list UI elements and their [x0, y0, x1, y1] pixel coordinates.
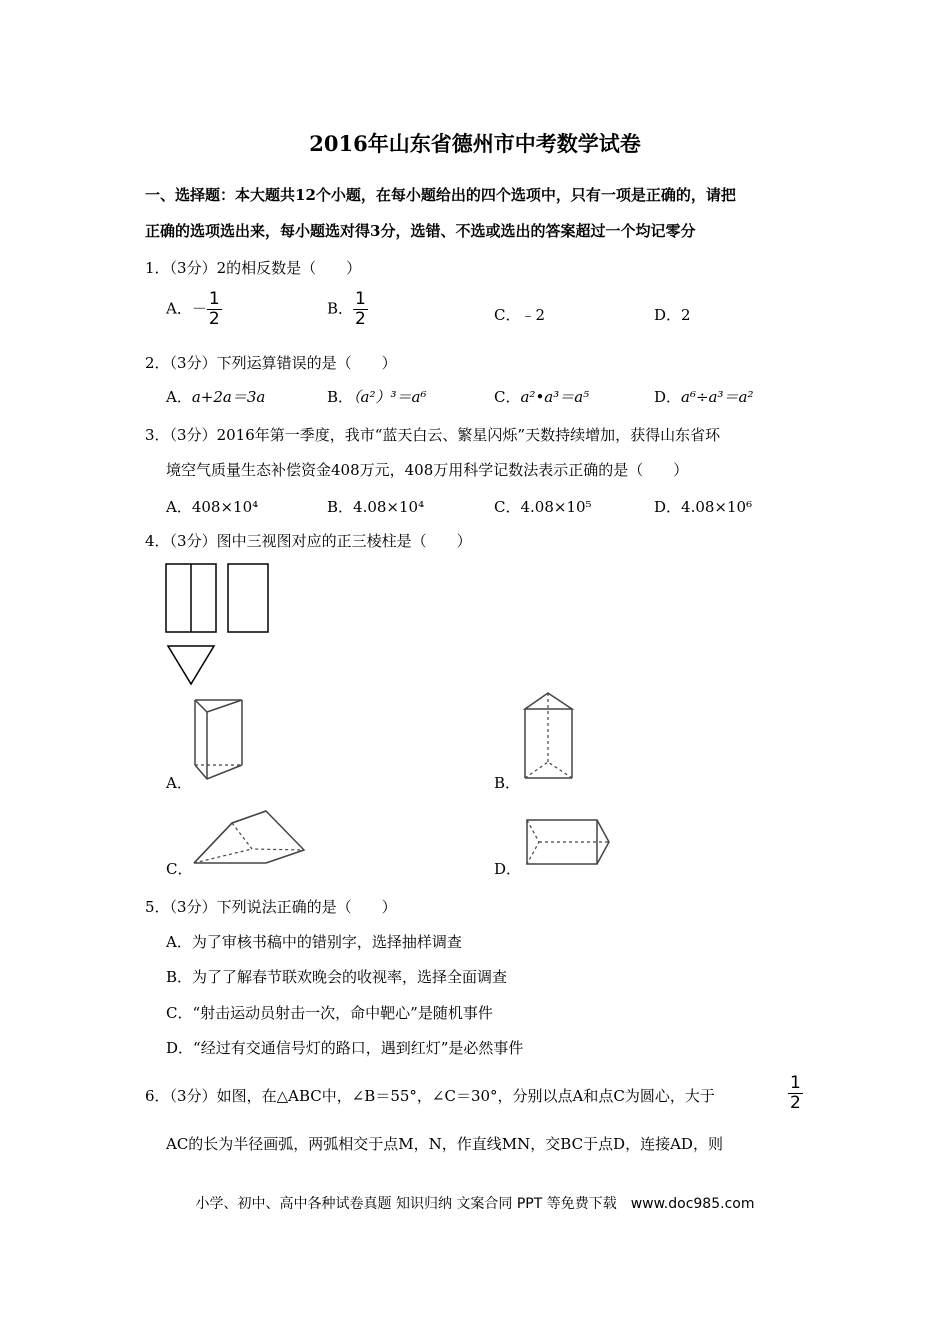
q6-stem-line2: AC的长为半径画弧，两弧相交于点M，N，作直线MN，交BC于点D，连接AD，则 [166, 1135, 723, 1153]
fraction-denominator: 2 [355, 309, 366, 329]
page-footer: 小学、初中、高中各种试卷真题 知识归纳 文案合同 PPT 等免费下载 www.doc985.com [195, 1196, 755, 1212]
fraction-numerator: 1 [208, 289, 220, 309]
three-view-figure [160, 560, 275, 690]
q2-option-b-expr: （a²）³＝a⁶ [353, 388, 427, 406]
q1-option-b [327, 290, 368, 329]
section-instructions-line2: 正确的选项选出来，每小题选对得3分，选错、不选或选出的答案超过一个均记零分 [145, 222, 696, 240]
top-view-triangle [168, 646, 214, 684]
prism-a-figure [190, 693, 250, 785]
q6-half-fraction [788, 1074, 803, 1113]
q3-option-a: A．408×10⁴ [166, 498, 259, 516]
fraction-denominator: 2 [790, 1093, 801, 1113]
q4-stem: 4．（3分）图中三视图对应的正三棱柱是（ ） [145, 532, 472, 550]
q1-option-b-label: B． [327, 299, 354, 318]
fraction-numerator: 1 [355, 289, 366, 309]
q5-option-d: D．“经过有交通信号灯的路口，遇到红灯”是必然事件 [166, 1039, 524, 1057]
page-title: 2016年山东省德州市中考数学试卷 [309, 131, 641, 156]
q2-option-c-expr: a²•a³＝a⁵ [520, 388, 590, 406]
q2-option-d-label: D． [654, 388, 682, 406]
q3-stem-line1: 3．（3分）2016年第一季度，我市“蓝天白云、繁星闪烁”天数持续增加，获得山东省环 [145, 426, 721, 444]
q2-option-a-expr: a+2a＝3a [191, 388, 266, 406]
side-view-rect [228, 564, 268, 632]
q1-option-a-sign: － [191, 299, 207, 318]
q6-stem-line1: 6．（3分）如图，在△ABC中，∠B＝55°，∠C＝30°，分别以点A和点C为圆心，大于 [145, 1087, 715, 1105]
q1-stem: 1．（3分）2的相反数是（ ） [145, 259, 362, 277]
q2-option-a-label: A． [166, 388, 192, 406]
fraction-numerator: 1 [790, 1073, 801, 1093]
q4-option-b-label: B． [494, 774, 521, 792]
q1-option-a-fraction [207, 290, 222, 329]
q3-option-b: B．4.08×10⁴ [327, 498, 425, 516]
prism-d-figure [523, 815, 613, 870]
q3-stem-line2: 境空气质量生态补偿资金408万元，408万用科学记数法表示正确的是（ ） [166, 461, 689, 479]
q5-option-a: A．为了审核书稿中的错别字，选择抽样调查 [166, 933, 462, 951]
prism-b-figure [520, 688, 580, 784]
q2-option-d [654, 386, 753, 407]
q6-fraction [788, 1074, 803, 1113]
q4-option-a-label: A． [166, 774, 192, 792]
prism-c-figure [190, 805, 310, 875]
q1-option-c: C．﹣2 [494, 306, 546, 324]
q4-option-c-label: C． [166, 860, 193, 878]
q1-option-d: D．2 [654, 306, 691, 324]
q5-stem: 5．（3分）下列说法正确的是（ ） [145, 898, 397, 916]
q2-option-b-label: B． [327, 388, 354, 406]
section-instructions-line1: 一、选择题：本大题共12个小题，在每小题给出的四个选项中，只有一项是正确的，请把 [145, 186, 736, 204]
q2-option-d-expr: a⁶÷a³＝a² [681, 388, 754, 406]
q2-stem: 2．（3分）下列运算错误的是（ ） [145, 354, 397, 372]
q2-option-c-label: C． [494, 388, 521, 406]
q1-option-a-label: A． [166, 299, 192, 318]
q2-option-a [166, 386, 265, 407]
q4-option-d-label: D． [494, 860, 522, 878]
q2-option-b [327, 386, 426, 407]
q1-option-b-fraction [353, 290, 368, 329]
q2-option-c [494, 386, 589, 407]
fraction-denominator: 2 [208, 309, 220, 329]
q1-option-a [166, 290, 222, 329]
q3-option-c: C．4.08×10⁵ [494, 498, 592, 516]
q5-option-b: B．为了了解春节联欢晚会的收视率，选择全面调查 [166, 968, 508, 986]
q5-option-c: C．“射击运动员射击一次，命中靶心”是随机事件 [166, 1004, 493, 1022]
q3-option-d: D．4.08×10⁶ [654, 498, 753, 516]
